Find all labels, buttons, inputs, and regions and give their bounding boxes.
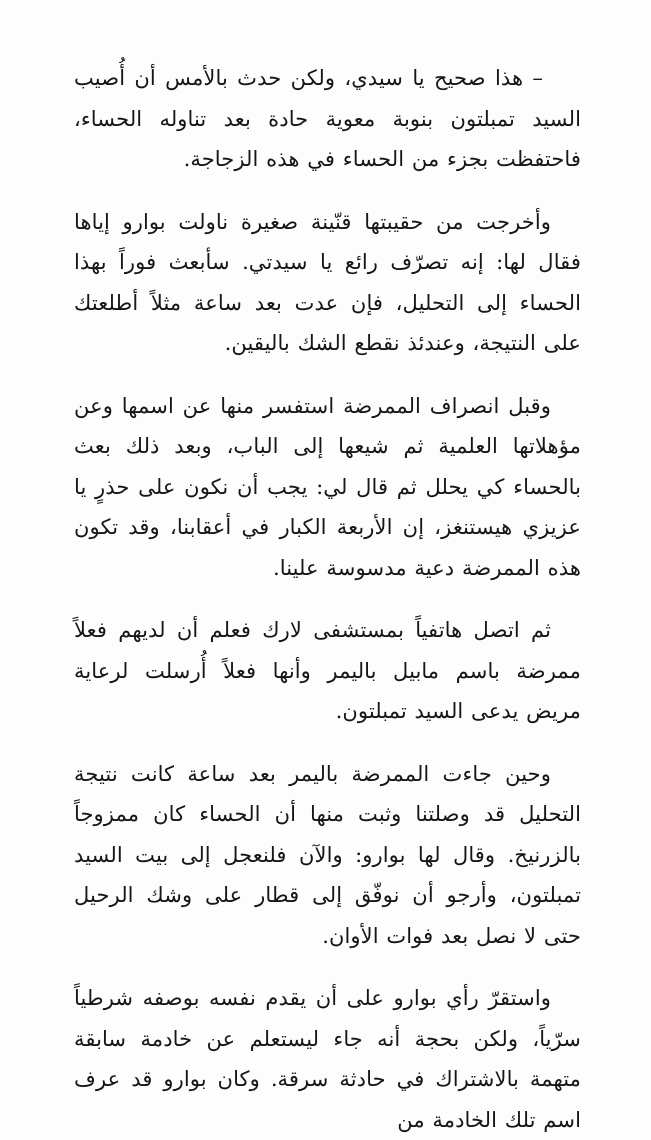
paragraph-1: – هذا صحيح يا سيدي، ولكن حدث بالأمس أن أُصيب السيد تمبلتون بنوبة معوية حادة بعد تناوله الحساء، فاحتفظت بجزء من الحساء في هذه الزجاجة. [74, 65, 581, 171]
paragraph-4: ثم اتصل هاتفياً بمستشفى لارك فعلم أن لديهم فعلاً ممرضة باسم مابيل باليمر وأنها فعلاً أُرسلت لرعاية مريض يدعى السيد تمبلتون. [74, 617, 581, 723]
paragraph-6: واستقرّ رأي بوارو على أن يقدم نفسه بوصفه شرطياً سرّياً، ولكن بحجة أنه جاء ليستعلم عن خادمة سابقة متهمة بالاشتراك في حادثة سرقة. وكان بوارو قد عرف اسم تلك الخادمة من [74, 985, 581, 1132]
paragraph-5: وحين جاءت الممرضة باليمر بعد ساعة كانت نتيجة التحليل قد وصلتنا وثبت منها أن الحساء كان ممزوجاً بالزرنيخ. وقال لها بوارو: والآن فلنعجل إلى بيت السيد تمبلتون، وأرجو أن نوفّق إلى قطار على وشك الرحيل حتى لا نصل بعد فوات الأوان. [74, 760, 581, 948]
paragraph-2: وأخرجت من حقيبتها قنّينة صغيرة ناولت بوارو إياها فقال لها: إنه تصرّف رائع يا سيدتي. سأبعث فوراً بهذا الحساء إلى التحليل، فإن عدت بعد ساعة مثلاً أطلعتك على النتيجة، وعندئذ نقطع الشك باليقين. [74, 208, 581, 355]
paragraph-3: وقبل انصراف الممرضة استفسر منها عن اسمها وعن مؤهلاتها العلمية ثم شيعها إلى الباب، وبعد ذلك بعث بالحساء كي يحلل ثم قال لي: يجب أن نكون على حذرٍ يا عزيزي هيستنغز، إن الأربعة الكبار في أعقابنا، وقد تكون هذه الممرضة دعية مدسوسة علينا. [74, 392, 581, 580]
